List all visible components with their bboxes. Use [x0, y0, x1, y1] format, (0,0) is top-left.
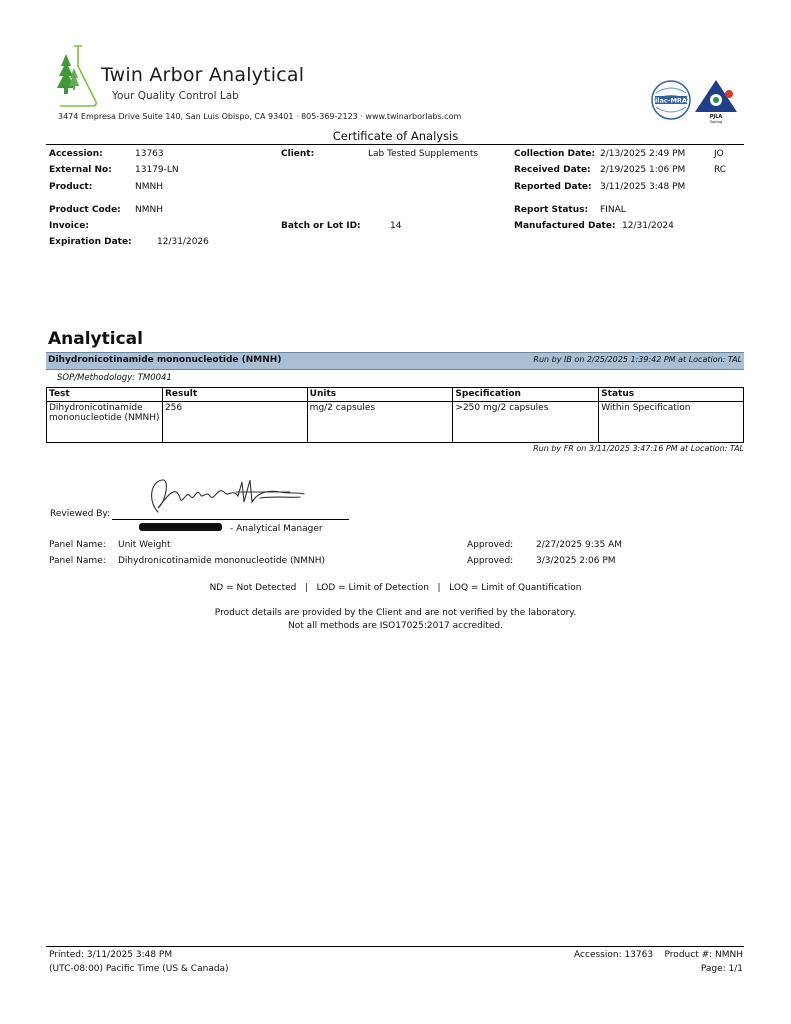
external-no-value: 13179-LN — [135, 165, 179, 175]
analyte-title: Dihydronicotinamide mononucleotide (NMNH) — [48, 355, 282, 365]
client-disclaimer: Product details are provided by the Client and are not verified by the laboratory. — [214, 608, 577, 618]
cell-test: Dihydronicotinamide mononucleotide (NMNH) — [47, 402, 163, 443]
certificate-title: Certificate of Analysis — [332, 129, 459, 143]
manufactured-date-value: 12/31/2024 — [622, 221, 674, 231]
cell-units: mg/2 capsules — [307, 402, 453, 443]
company-tagline: Your Quality Control Lab — [112, 90, 239, 102]
analyte-run-info: Run by IB on 2/25/2025 1:39:42 PM at Location: TAL — [533, 355, 742, 364]
sop-methodology: SOP/Methodology: TM0041 — [57, 373, 172, 383]
results-header-row — [47, 388, 744, 402]
abbreviation-legend: ND = Not Detected | LOD = Limit of Detection | LOQ = Limit of Quantification — [209, 583, 582, 593]
collection-initials: JO — [714, 149, 724, 159]
pjla-testing-logo-icon — [693, 78, 739, 126]
panel-name: Unit Weight — [118, 540, 171, 550]
report-status-label: Report Status: — [514, 205, 589, 215]
timezone: (UTC-08:00) Pacific Time (US & Canada) — [49, 964, 229, 974]
client-value: Lab Tested Supplements — [368, 149, 479, 159]
reported-date-value: 3/11/2025 3:48 PM — [600, 182, 686, 192]
footer-accession: Accession: 13763 Product #: NMNH — [574, 950, 743, 960]
product-code-value: NMNH — [135, 205, 163, 215]
column-header-units: Units — [307, 388, 453, 402]
company-name: Twin Arbor Analytical — [101, 64, 305, 86]
company-address: 3474 Empresa Drive Suite 140, San Luis Obispo, CA 93401 · 805-369-2123 · www.twinarborlabs.com — [58, 112, 462, 121]
cell-status: Within Specification — [599, 402, 744, 443]
external-no-label: External No: — [49, 165, 112, 175]
batch-label: Batch or Lot ID: — [281, 221, 361, 231]
results-run-info: Run by FR on 3/11/2025 3:47:16 PM at Location: TAL — [533, 444, 744, 453]
printed-timestamp: Printed: 3/11/2025 3:48 PM — [49, 950, 173, 960]
invoice-label: Invoice: — [49, 221, 89, 231]
cell-result: 256 — [162, 402, 307, 443]
product-label: Product: — [49, 182, 93, 192]
batch-value: 14 — [390, 221, 402, 231]
footer-divider — [46, 946, 744, 947]
signature-line — [112, 519, 349, 520]
approved-date: 3/3/2025 2:06 PM — [536, 556, 616, 566]
accession-label: Accession: — [49, 149, 103, 159]
received-date-value: 2/19/2025 1:06 PM — [600, 165, 686, 175]
header-divider — [46, 144, 744, 145]
collection-date-value: 2/13/2025 2:49 PM — [600, 149, 686, 159]
expiration-label: Expiration Date: — [49, 237, 132, 247]
expiration-value: 12/31/2026 — [157, 237, 209, 247]
page-number: Page: 1/1 — [700, 964, 743, 974]
accreditation-disclaimer: Not all methods are ISO17025:2017 accredited. — [288, 621, 503, 631]
received-date-label: Received Date: — [514, 165, 591, 175]
reviewer-title: - Analytical Manager — [230, 524, 323, 534]
svg-text:ilac-MRA: ilac-MRA — [655, 96, 687, 105]
collection-date-label: Collection Date: — [514, 149, 596, 159]
column-header-status: Status — [599, 388, 744, 402]
report-status-value: FINAL — [600, 205, 626, 215]
column-header-test: Test — [47, 388, 163, 402]
ilac-mra-logo-icon — [650, 79, 692, 121]
signature-image — [140, 472, 310, 518]
cell-specification: >250 mg/2 capsules — [453, 402, 599, 443]
column-header-result: Result — [162, 388, 307, 402]
received-initials: RC — [714, 165, 727, 175]
results-table — [46, 387, 744, 443]
reviewed-by-label: Reviewed By: — [50, 509, 111, 519]
redacted-name — [139, 523, 222, 531]
analyte-header-bar — [46, 352, 744, 370]
approved-label: Approved: — [467, 540, 514, 550]
product-code-label: Product Code: — [49, 205, 121, 215]
approved-label: Approved: — [467, 556, 514, 566]
svg-text:Testing: Testing — [709, 120, 723, 124]
analytical-heading: Analytical — [48, 329, 143, 349]
product-value: NMNH — [135, 182, 163, 192]
table-row — [47, 402, 744, 443]
manufactured-date-label: Manufactured Date: — [514, 221, 616, 231]
panel-label: Panel Name: — [49, 556, 106, 566]
panel-name: Dihydronicotinamide mononucleotide (NMNH) — [118, 556, 326, 566]
accession-value: 13763 — [135, 149, 164, 159]
approved-date: 2/27/2025 9:35 AM — [536, 540, 623, 550]
panel-label: Panel Name: — [49, 540, 106, 550]
reported-date-label: Reported Date: — [514, 182, 592, 192]
svg-text:PJLA: PJLA — [709, 114, 723, 120]
column-header-specification: Specification — [453, 388, 599, 402]
client-label: Client: — [281, 149, 315, 159]
flask-tree-logo-icon — [52, 44, 100, 108]
